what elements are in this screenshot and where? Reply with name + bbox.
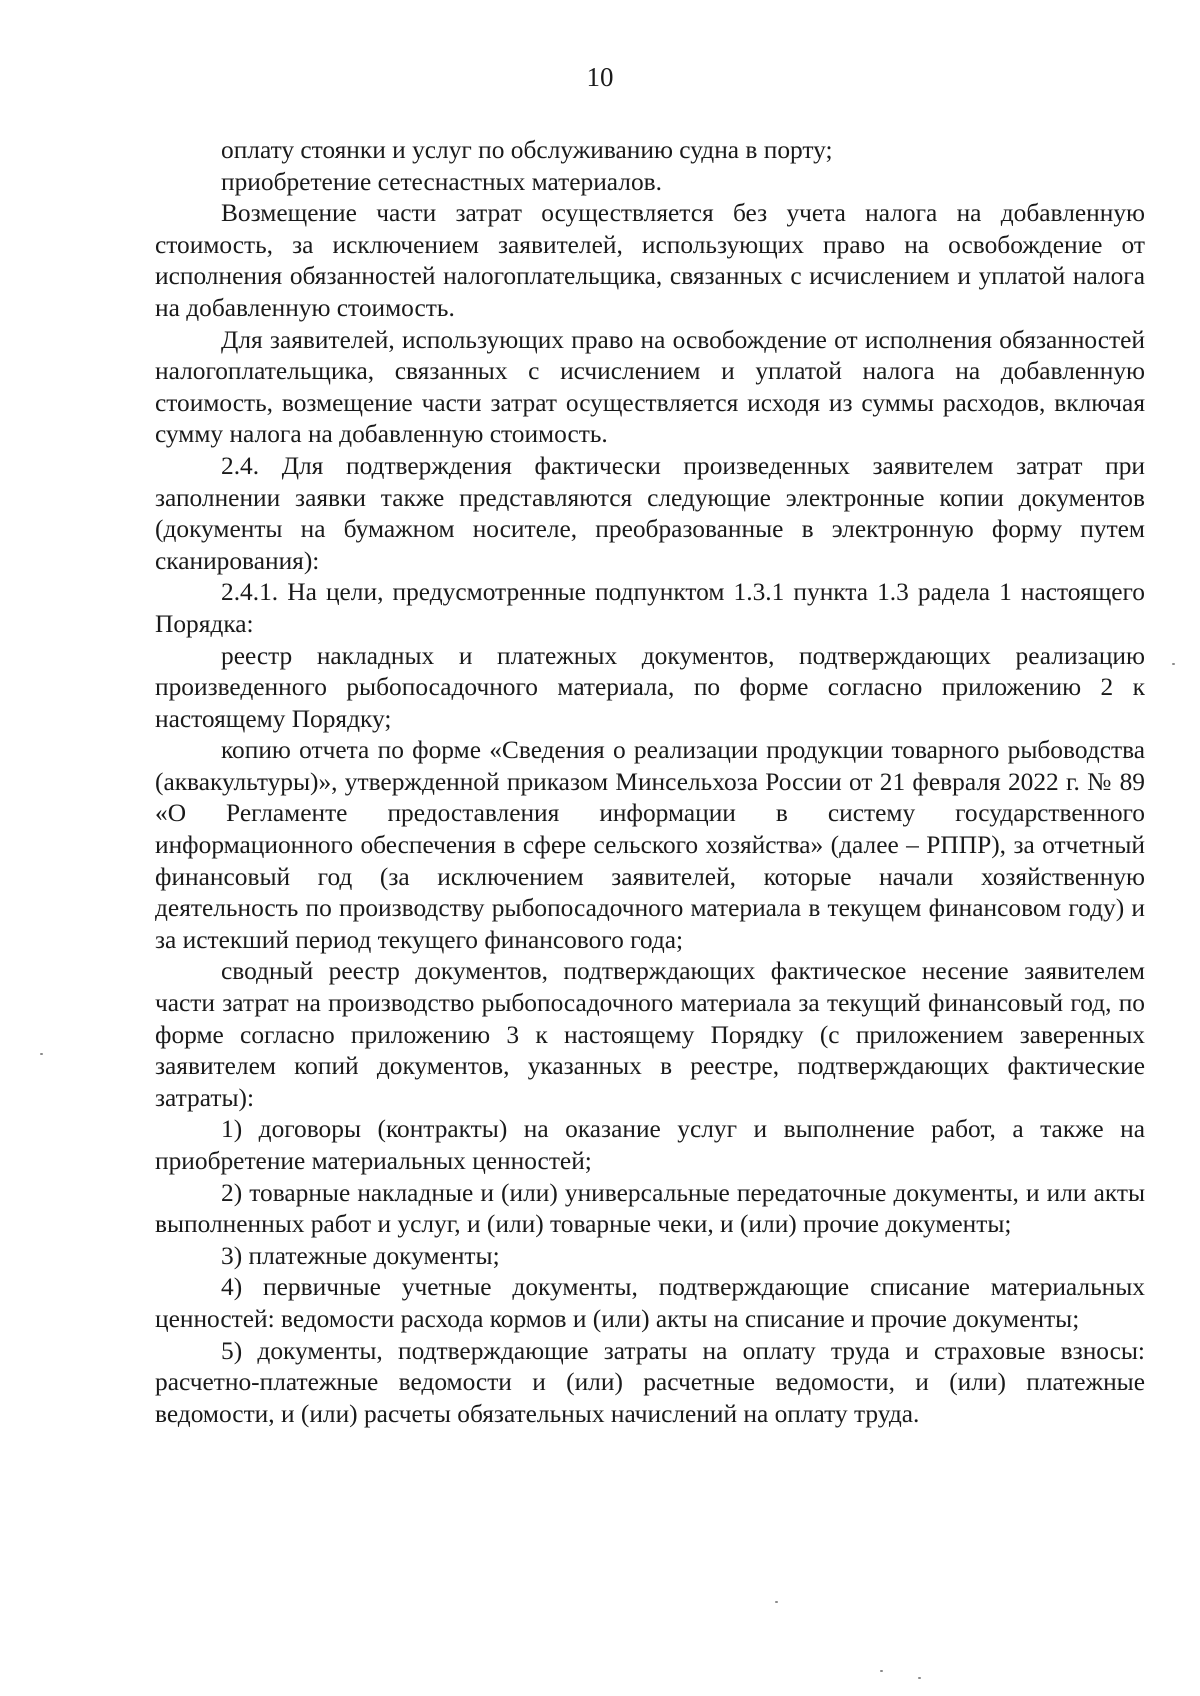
paragraph-13: 4) первичные учетные документы, подтверждающие списание материальных ценностей: ведомости расхода кормов и (или) акты на списание и прочие документы;: [155, 1273, 1145, 1333]
paragraph-6: 2.4.1. На цели, предусмотренные подпунктом 1.3.1 пункта 1.3 радела 1 настоящего Порядка:: [155, 578, 1145, 638]
paragraph-9: сводный реестр документов, подтверждающих фактическое несение заявителем части затрат на производство рыбопосадочного материала за текущий финансовый год, по форме согласно приложению 3 к настоящему Порядку (с приложением заверенных заявителем копий документов, указанных в реестре, подтверждающих фактические затраты):: [155, 957, 1145, 1112]
paragraph-4: Для заявителей, использующих право на освобождение от исполнения обязанностей налогоплательщика, связанных с исчислением и уплатой налога на добавленную стоимость, возмещение части затрат осуществляется исходя из суммы расходов, включая сумму налога на добавленную стоимость.: [155, 325, 1145, 449]
scan-speck: [918, 1677, 921, 1679]
paragraph-12: 3) платежные документы;: [221, 1241, 500, 1270]
scan-speck: [40, 1053, 43, 1055]
paragraph-11: 2) товарные накладные и (или) универсальные передаточные документы, и или акты выполненных работ и услуг, и (или) товарные чеки, и (или) прочие документы;: [155, 1178, 1145, 1239]
paragraph-3: Возмещение части затрат осуществляется без учета налога на добавленную стоимость, за исключением заявителей, использующих право на освобождение от исполнения обязанностей налогоплательщика, связанных с исчислением и уплатой налога на добавленную стоимость.: [155, 199, 1145, 322]
page-number: 10: [586, 62, 614, 92]
paragraph-7: реестр накладных и платежных документов, подтверждающих реализацию произведенного рыбопосадочного материала, по форме согласно приложению 2 к настоящему Порядку;: [155, 641, 1145, 733]
paragraph-5: 2.4. Для подтверждения фактически произведенных заявителем затрат при заполнении заявки также представляются следующие электронные копии документов (документы на бумажном носителе, преобразованные в электронную форму путем сканирования):: [155, 451, 1145, 575]
scan-speck: [775, 1601, 778, 1603]
scan-speck: [880, 1670, 883, 1672]
paragraph-10: 1) договоры (контракты) на оказание услуг и выполнение работ, а также на приобретение материальных ценностей;: [155, 1115, 1145, 1175]
paragraph-14: 5) документы, подтверждающие затраты на оплату труда и страховые взносы: расчетно-платежные ведомости и (или) расчетные ведомости, и (или) платежные ведомости, и (или) расчеты обязательных начислений на оплату труда.: [155, 1336, 1145, 1428]
paragraph-1: оплату стоянки и услуг по обслуживанию судна в порту;: [221, 136, 833, 164]
paragraph-8: копию отчета по форме «Сведения о реализации продукции товарного рыбоводства (аквакультуры)», утвержденной приказом Минсельхоза России от 21 февраля 2022 г. № 89 «О Регламенте предоставления информации в систему государственного информационного обеспечения в сфере сельского хозяйства» (далее – РППР), за отчетный финансовый год (за исключением заявителей, которые начали хозяйственную деятельность по производству рыбопосадочного материала в текущем финансовом году) и за истекший период текущего финансового года;: [155, 736, 1145, 954]
document-body: [155, 135, 1145, 1430]
paragraph-2: приобретение сетеснастных материалов.: [221, 167, 662, 196]
scan-speck: [1172, 663, 1175, 665]
